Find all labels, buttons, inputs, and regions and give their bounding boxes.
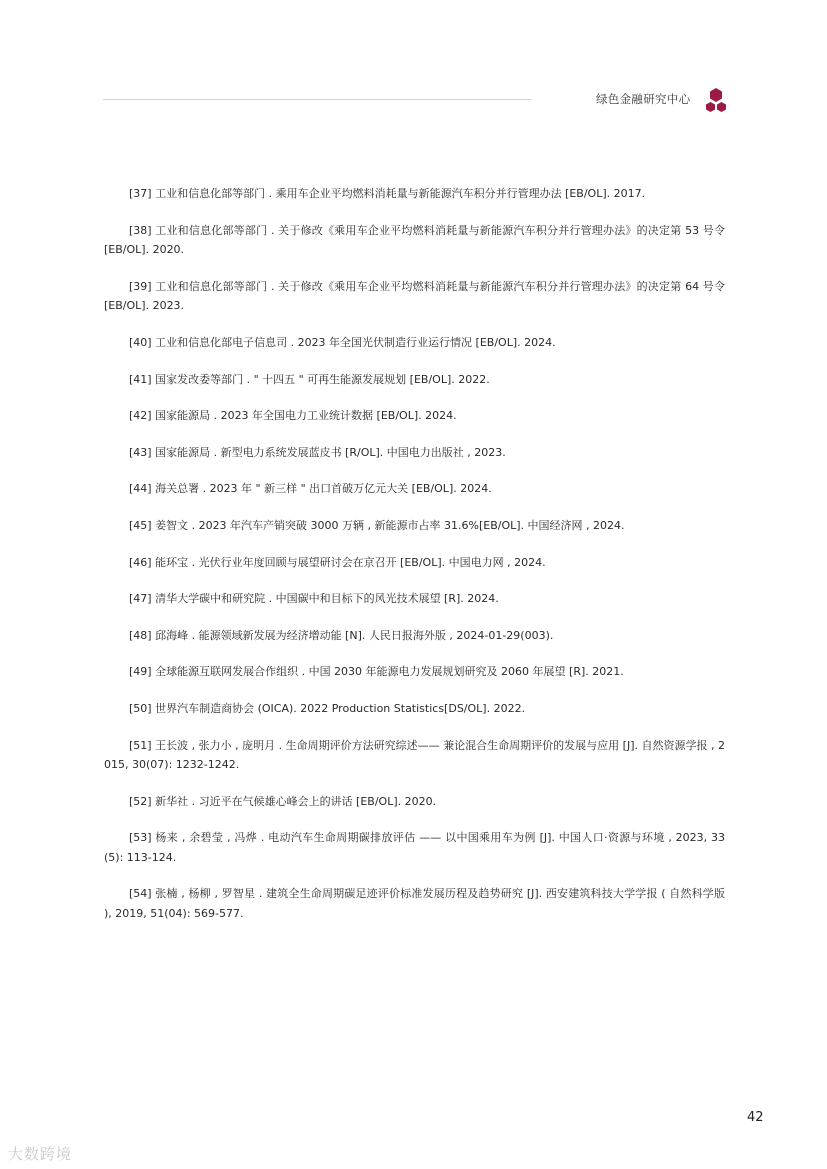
- reference-item: [43] 国家能源局 . 新型电力系统发展蓝皮书 [R/OL]. 中国电力出版社 , 2023.: [129, 445, 506, 459]
- reference-item: [45] 姜智文 . 2023 年汽车产销突破 3000 万辆 , 新能源市占率 31.6%[EB/OL]. 中国经济网 , 2024.: [129, 518, 625, 532]
- watermark: 大数跨境: [8, 1145, 73, 1163]
- reference-list: [104, 184, 725, 941]
- reference-item: [54] 张楠 , 杨柳 , 罗智星 . 建筑全生命周期碳足迹评价标准发展历程及趋势研究 [J]. 西安建筑科技大学学报 ( 自然科学版 ), 2019, 51(04): 569-577.: [104, 887, 725, 921]
- reference-item: [49] 全球能源互联网发展合作组织 . 中国 2030 年能源电力发展规划研究及 2060 年展望 [R]. 2021.: [129, 665, 624, 679]
- hexagon-logo-icon: [705, 87, 727, 113]
- reference-item: [47] 清华大学碳中和研究院 . 中国碳中和目标下的风光技术展望 [R]. 2024.: [129, 592, 499, 606]
- reference-item: [40] 工业和信息化部电子信息司 . 2023 年全国光伏制造行业运行情况 [EB/OL]. 2024.: [129, 335, 556, 349]
- header-rule: [103, 99, 531, 100]
- reference-item: [39] 工业和信息化部等部门 . 关于修改《乘用车企业平均燃料消耗量与新能源汽车积分并行管理办法》的决定第 64 号令 [EB/OL]. 2023.: [104, 279, 725, 313]
- reference-item: [44] 海关总署 . 2023 年 " 新三样 " 出口首破万亿元大关 [EB/OL]. 2024.: [129, 482, 492, 496]
- reference-item: [53] 杨来 , 余碧莹 , 冯烨 . 电动汽车生命周期碳排放评估 —— 以中国乘用车为例 [J]. 中国人口·资源与环境 , 2023, 33(5): 113-124.: [104, 831, 725, 864]
- reference-item: [37] 工业和信息化部等部门 . 乘用车企业平均燃料消耗量与新能源汽车积分并行管理办法 [EB/OL]. 2017.: [129, 187, 646, 200]
- reference-item: [52] 新华社 . 习近平在气候雄心峰会上的讲话 [EB/OL]. 2020.: [129, 794, 437, 808]
- reference-item: [38] 工业和信息化部等部门 . 关于修改《乘用车企业平均燃料消耗量与新能源汽车积分并行管理办法》的决定第 53 号令 [EB/OL]. 2020.: [104, 223, 725, 257]
- reference-item: [48] 邱海峰 . 能源领域新发展为经济增动能 [N]. 人民日报海外版 , 2024-01-29(003).: [129, 628, 554, 642]
- reference-item: [42] 国家能源局 . 2023 年全国电力工业统计数据 [EB/OL]. 2024.: [129, 409, 457, 423]
- page-number: 42: [747, 1110, 764, 1125]
- reference-item: [51] 王长波 , 张力小 , 庞明月 . 生命周期评价方法研究综述—— 兼论混合生命周期评价的发展与应用 [J]. 自然资源学报 , 2015, 30(07): 1232-1242.: [104, 738, 725, 772]
- reference-item: [41] 国家发改委等部门 . " 十四五 " 可再生能源发展规划 [EB/OL]. 2022.: [129, 372, 490, 386]
- header-org-name: 绿色金融研究中心: [596, 92, 691, 106]
- reference-item: [46] 能环宝 . 光伏行业年度回顾与展望研讨会在京召开 [EB/OL]. 中国电力网 , 2024.: [129, 555, 546, 569]
- reference-item: [50] 世界汽车制造商协会 (OICA). 2022 Production Statistics[DS/OL]. 2022.: [129, 701, 526, 715]
